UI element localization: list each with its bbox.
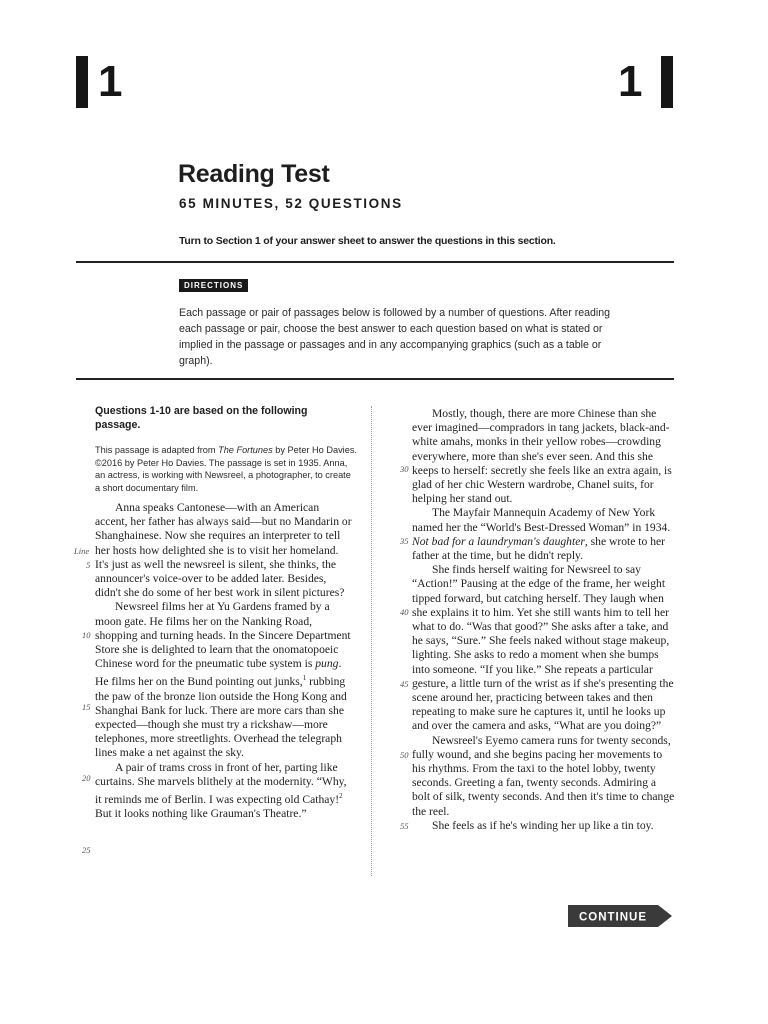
section-number-left: 1 (98, 57, 123, 106)
line-number-55: 55 (400, 821, 409, 831)
footnote-marker-1: 1 (302, 674, 307, 683)
paragraph-2-pung: pung (315, 657, 339, 671)
directions-label: DIRECTIONS (179, 279, 248, 292)
paragraph-3-part-a: A pair of trams cross in front of her, parting like curtains. She marvels blithely at the modernity. “Why, it reminds me of Berlin. I was expecting old Cathay! (95, 760, 347, 806)
intro-suffix: by Peter Ho Davies. ©2016 by Peter Ho Davies. The passage is set in 1935. Anna, an actress, is working with Newsreel, a photographer, to create a short documentary film. (95, 445, 357, 493)
section-bar-left (76, 56, 88, 108)
paragraph-5-part-b: , she wrote to her father at the time, but he didn't reply. (412, 534, 666, 563)
line-number-5: 5 (86, 560, 91, 570)
line-number-35: 35 (400, 536, 409, 546)
intro-book-title: The Fortunes (218, 445, 273, 455)
intro-prefix: This passage is adapted from (95, 445, 219, 455)
passage-right-column (412, 407, 676, 833)
line-number-50: 50 (400, 750, 409, 760)
questions-heading: Questions 1-10 are based on the following passage. (95, 405, 308, 431)
paragraph-3-part-b: But it looks nothing like Grauman's Theatre.” (95, 806, 307, 820)
column-divider (371, 406, 372, 876)
paragraph-2-part-b: . He films her on the Bund pointing out junks, (95, 657, 342, 689)
continue-button[interactable] (568, 903, 674, 934)
passage-paragraph-1: Anna speaks Cantonese—with an American accent, her father has always said—but no Mandarin or Shanghainese. Now she requires an interpreter to tell her hosts how delighted she is to visit her homeland. It's just as well the newsreel is silent, she thinks, the announcer's voice-over to be added later. Besides, didn't she do some of her best work in silent pictures? (95, 501, 352, 600)
directions-text: Each passage or pair of passages below is followed by a number of questions. After reading each passage or pair, choose the best answer to each question based on what is stated or implied in the passage or passages and in any accompanying graphics (such as a table or graph). (179, 307, 611, 367)
paragraph-2-part-a: Newsreel films her at Yu Gardens framed by a moon gate. He films her on the Nanking Road, shopping and turning heads. In the Sincere Department Store she is delighted to learn that the onomatopoeic Chinese word for the pneumatic tube system is (95, 600, 351, 671)
line-number-10: 10 (82, 630, 91, 640)
line-number-40: 40 (400, 607, 409, 617)
passage-intro (95, 444, 357, 494)
line-number-25: 25 (82, 845, 91, 855)
section-number-right: 1 (618, 57, 643, 106)
line-number-30: 30 (400, 464, 409, 474)
passage-paragraph-8: She feels as if he's winding her up like a tin toy. (432, 818, 654, 832)
paragraph-2-part-c: rubbing the paw of the bronze lion outside the Hong Kong and Shanghai Bank for luck. There are more cars than she expected—though she must try a rickshaw—more telephones, more streetlights. Overhead the telegraph lines make a net against the sky. (95, 675, 347, 760)
line-number-15: 15 (82, 702, 91, 712)
paragraph-5-part-a: The Mayfair Mannequin Academy of New York named her the “World's Best-Dressed Woman” in 1934. (412, 506, 671, 534)
line-number-45: 45 (400, 679, 409, 689)
page-subtitle: 65 MINUTES, 52 QUESTIONS (179, 196, 403, 211)
passage-paragraph-2 (95, 600, 353, 760)
section-bar-right (661, 56, 673, 108)
page-title: Reading Test (178, 160, 330, 188)
passage-left-column (95, 501, 353, 821)
line-number-20: 20 (82, 773, 91, 783)
continue-label: CONTINUE (578, 911, 648, 924)
line-label: Line (74, 546, 90, 556)
passage-paragraph-3 (95, 761, 353, 822)
passage-paragraph-5 (412, 506, 676, 563)
bottom-divider (76, 378, 674, 380)
answer-sheet-instruction: Turn to Section 1 of your answer sheet to answer the questions in this section. (179, 235, 556, 247)
passage-paragraph-6: She finds herself waiting for Newsreel to say “Action!” Pausing at the edge of the frame, her weight tipped forward, but catching herself. They laugh when she explains it to him. Yet she still wants him to tell her what to do. “Was that good?” She asks after a take, and he says, “Sure.” She feels naked without stage makeup, lighting. She asks to redo a moment when she bumps into someone. “If you like.” She repeats a particular gesture, a little turn of the wrist as if she's presenting the scene around her, practicing between takes and then repeating to make sure he captures it, until he looks up and over the camera and asks, “What are you doing?” (412, 563, 674, 733)
top-divider (76, 261, 674, 263)
passage-paragraph-7: Newsreel's Eyemo camera runs for twenty seconds, fully wound, and she begins pacing her movements to his rhythms. From the taxi to the hotel lobby, twenty seconds. Greeting a fan, twenty seconds. Admiring a bolt of silk, twenty seconds. And then it's time to change the reel. (412, 733, 675, 818)
continue-arrow-icon (568, 903, 674, 929)
passage-paragraph-4: Mostly, though, there are more Chinese than she ever imagined—compradors in tang jackets, black-and-white amahs, monks in their yellow robes—crowding everywhere, more than she's ever seen. And this she keeps to herself: secretly she feels like an extra again, is glad of her chic Western wardrobe, Chanel suits, for helping her stand out. (412, 407, 672, 506)
footnote-marker-2: 2 (339, 791, 343, 800)
paragraph-5-italic: Not bad for a laundryman's daughter (412, 534, 585, 548)
